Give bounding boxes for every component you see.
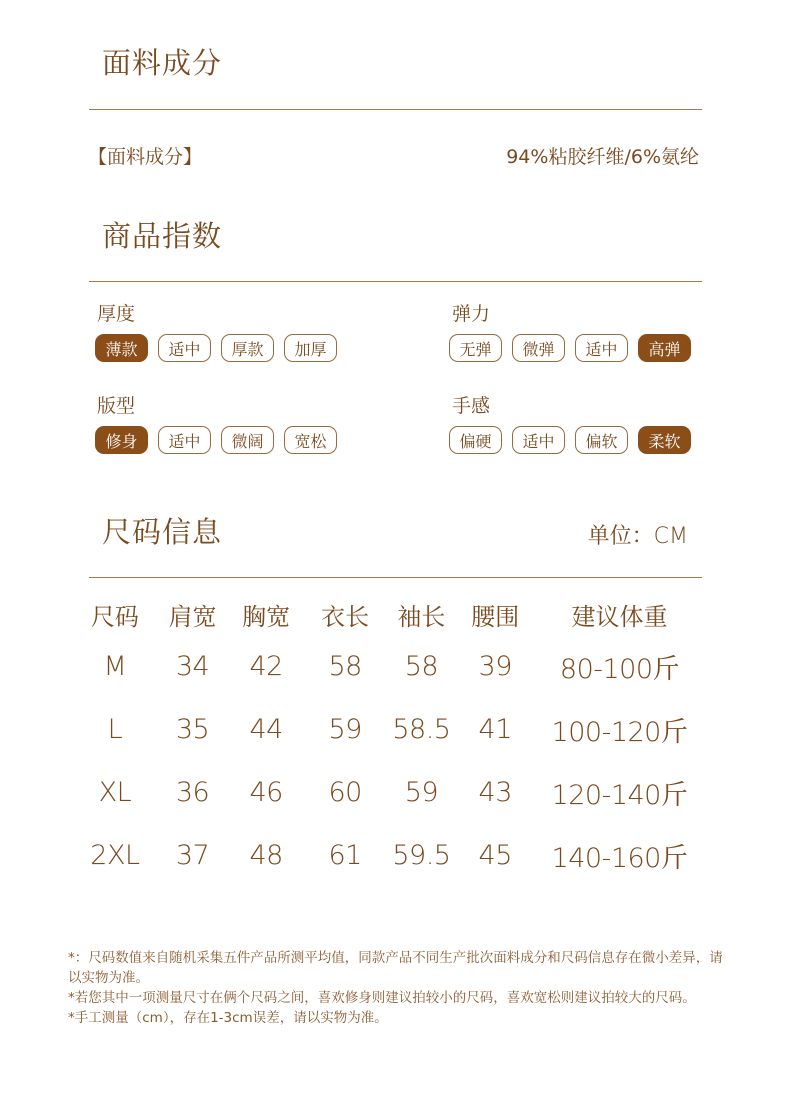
table-cell: 80-100斤 <box>559 654 680 685</box>
table-cell: L <box>107 714 123 745</box>
column-header: 肩宽 <box>168 602 217 631</box>
table-cell: 42 <box>249 651 283 682</box>
table-cell: 59 <box>404 777 439 808</box>
thickness-option[interactable]: 加厚 <box>284 334 337 362</box>
feel-option[interactable]: 柔软 <box>638 426 691 454</box>
thickness-title: 厚度 <box>97 303 136 325</box>
note-text: *：尺码数值来自随机采集五件产品所测平均值，同款产品不同生产批次面料成分和尺码信息存在微小差异，请以实物为准。 <box>68 950 723 986</box>
table-cell: 39 <box>478 651 512 682</box>
note-text: *若您其中一项测量尺寸在俩个尺码之间，喜欢修身则建议拍较小的尺码，喜欢宽松则建议拍较大的尺码。 <box>68 990 696 1006</box>
divider <box>89 281 702 282</box>
table-cell: 59.5 <box>392 840 451 871</box>
feel-option[interactable]: 偏软 <box>575 426 628 454</box>
notes <box>68 948 733 1028</box>
table-cell: M <box>103 651 127 682</box>
elasticity-title: 弹力 <box>452 303 491 325</box>
column-header: 袖长 <box>397 602 446 631</box>
thickness-option[interactable]: 薄款 <box>95 334 148 362</box>
fit-option[interactable]: 修身 <box>95 426 148 454</box>
table-cell: 36 <box>175 777 210 808</box>
thickness-option[interactable]: 厚款 <box>221 334 274 362</box>
column-header: 建议体重 <box>571 602 668 631</box>
table-cell: 60 <box>328 777 362 808</box>
table-cell: 59 <box>328 714 362 745</box>
table-cell: 41 <box>478 714 512 745</box>
table-cell: 48 <box>249 840 283 871</box>
table-cell: 58.5 <box>392 714 451 745</box>
table-row <box>79 761 699 824</box>
column-header: 腰围 <box>471 602 520 631</box>
table-cell: XL <box>98 777 132 808</box>
column-header: 尺码 <box>90 602 139 631</box>
fabric-label: 【面料成分】 <box>88 146 203 168</box>
table-cell: 45 <box>478 840 512 871</box>
table-cell: 100-120斤 <box>551 717 688 748</box>
table-cell: 34 <box>175 651 210 682</box>
table-header-row <box>79 593 699 635</box>
fabric-section-title: 面料成分 <box>102 46 223 80</box>
fit-title: 版型 <box>97 395 136 417</box>
table-cell: 140-160斤 <box>551 843 688 874</box>
elasticity-tags <box>449 334 691 362</box>
table-cell: 43 <box>478 777 512 808</box>
elasticity-option[interactable]: 无弹 <box>449 334 502 362</box>
feel-title: 手感 <box>452 395 491 417</box>
table-cell: 58 <box>328 651 362 682</box>
table-cell: 46 <box>249 777 283 808</box>
table-cell: 58 <box>404 651 439 682</box>
note-text: *手工测量（cm），存在1-3cm误差，请以实物为准。 <box>68 1010 388 1026</box>
table-cell: 2XL <box>90 840 140 871</box>
divider <box>89 577 702 578</box>
table-row <box>79 824 699 887</box>
table-cell: 35 <box>175 714 210 745</box>
table-row <box>79 698 699 761</box>
fit-option[interactable]: 适中 <box>158 426 211 454</box>
fit-option[interactable]: 微阔 <box>221 426 274 454</box>
divider <box>89 109 702 110</box>
fit-option[interactable]: 宽松 <box>284 426 337 454</box>
thickness-tags <box>95 334 337 362</box>
table-cell: 120-140斤 <box>551 780 688 811</box>
size-section-title: 尺码信息 <box>102 515 223 549</box>
table-cell: 61 <box>328 840 362 871</box>
feel-option[interactable]: 适中 <box>512 426 565 454</box>
unit-label: 单位：CM <box>587 524 688 549</box>
table-cell: 37 <box>175 840 210 871</box>
thickness-option[interactable]: 适中 <box>158 334 211 362</box>
elasticity-option[interactable]: 适中 <box>575 334 628 362</box>
table-row <box>79 635 699 698</box>
table-cell: 44 <box>249 714 283 745</box>
index-section-title: 商品指数 <box>102 219 223 253</box>
elasticity-option[interactable]: 高弹 <box>638 334 691 362</box>
column-header: 胸宽 <box>242 602 291 631</box>
elasticity-option[interactable]: 微弹 <box>512 334 565 362</box>
size-table <box>79 593 699 887</box>
fit-tags <box>95 426 337 454</box>
feel-tags <box>449 426 691 454</box>
column-header: 衣长 <box>321 602 370 631</box>
feel-option[interactable]: 偏硬 <box>449 426 502 454</box>
fabric-value: 94%粘胶纤维/6%氨纶 <box>506 146 699 168</box>
